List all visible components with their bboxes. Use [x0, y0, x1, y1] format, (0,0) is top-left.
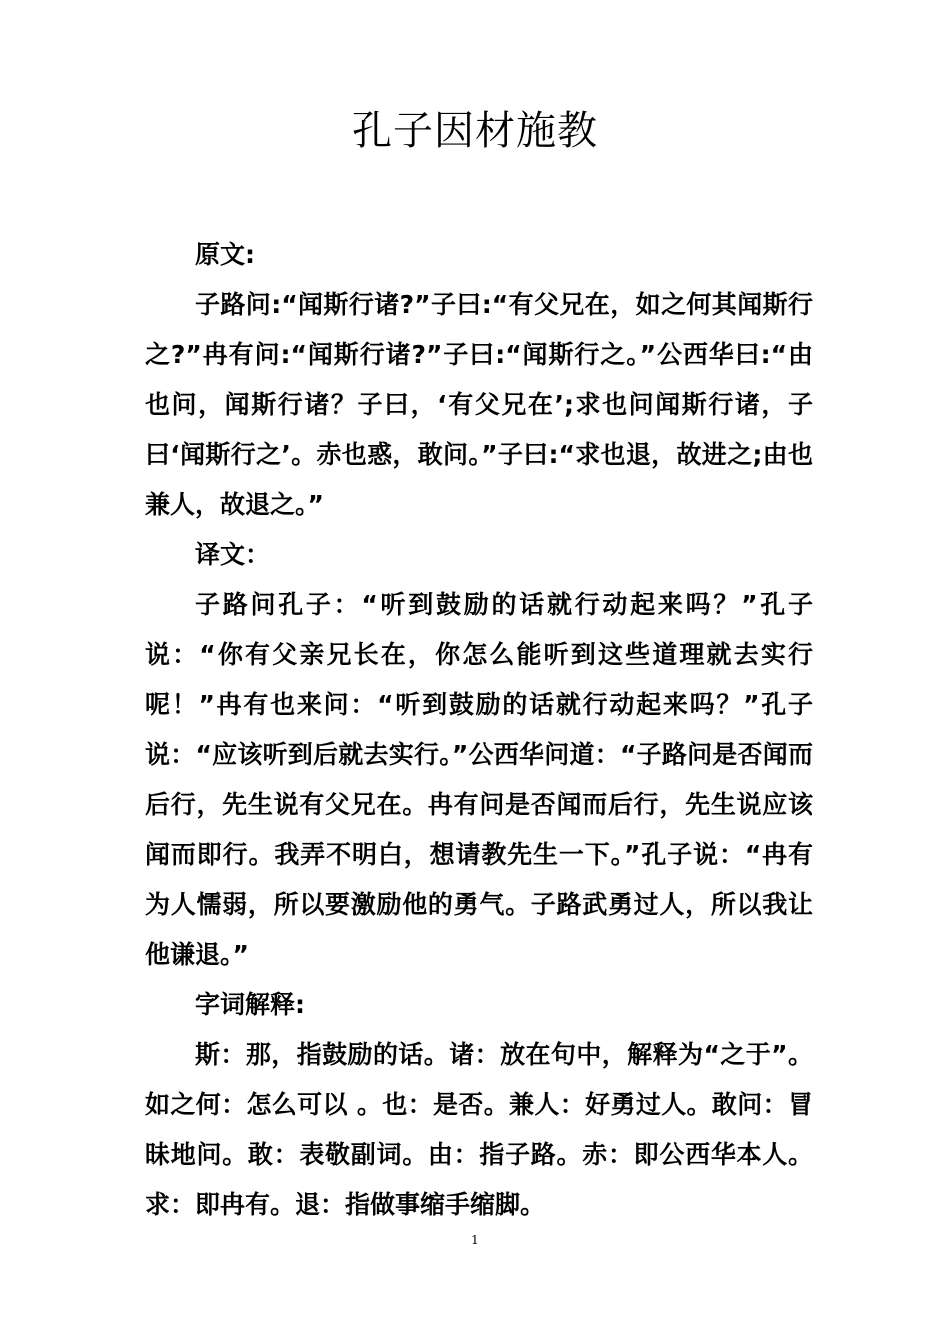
section-heading-glossary: 字词解释:	[195, 990, 305, 1019]
section-heading-original: 原文:	[195, 240, 255, 269]
document-title: 孔子因材施教	[352, 108, 598, 154]
section-heading-translation: 译文：	[195, 540, 271, 569]
original-text-paragraph: 子路问:“闻斯行诸?”子曰:“有父兄在，如之何其闻斯行之?”冉有问:“闻斯行诸?”子曰:“闻斯行之。”公西华曰:“由也问，闻斯行诸？子曰，‘有父兄在’;求也问闻斯行诸，子曰‘闻斯行之’。赤也惑，敢问。”子曰:“求也退，故进之;由也兼人，故退之。”	[145, 290, 813, 519]
page-number: 1	[471, 1233, 479, 1247]
translation-paragraph: 子路问孔子：“听到鼓励的话就行动起来吗？”孔子说：“你有父亲兄长在，你怎么能听到这些道理就去实行呢！”冉有也来问：“听到鼓励的话就行动起来吗？”孔子说：“应该听到后就去实行。”公西华问道：“子路问是否闻而后行，先生说有父兄在。冉有问是否闻而后行，先生说应该闻而即行。我弄不明白，想请教先生一下。”孔子说：“冉有为人懦弱，所以要激励他的勇气。子路武勇过人，所以我让他谦退。”	[145, 590, 813, 969]
document-body	[145, 230, 813, 1230]
glossary-paragraph: 斯：那，指鼓励的话。诸：放在句中，解释为“之于”。如之何：怎么可以 。也：是否。兼人：好勇过人。敢问：冒昧地问。敢：表敬副词。由：指子路。赤：即公西华本人。求：即冉有。退：指做事缩手缩脚。	[145, 1040, 813, 1219]
